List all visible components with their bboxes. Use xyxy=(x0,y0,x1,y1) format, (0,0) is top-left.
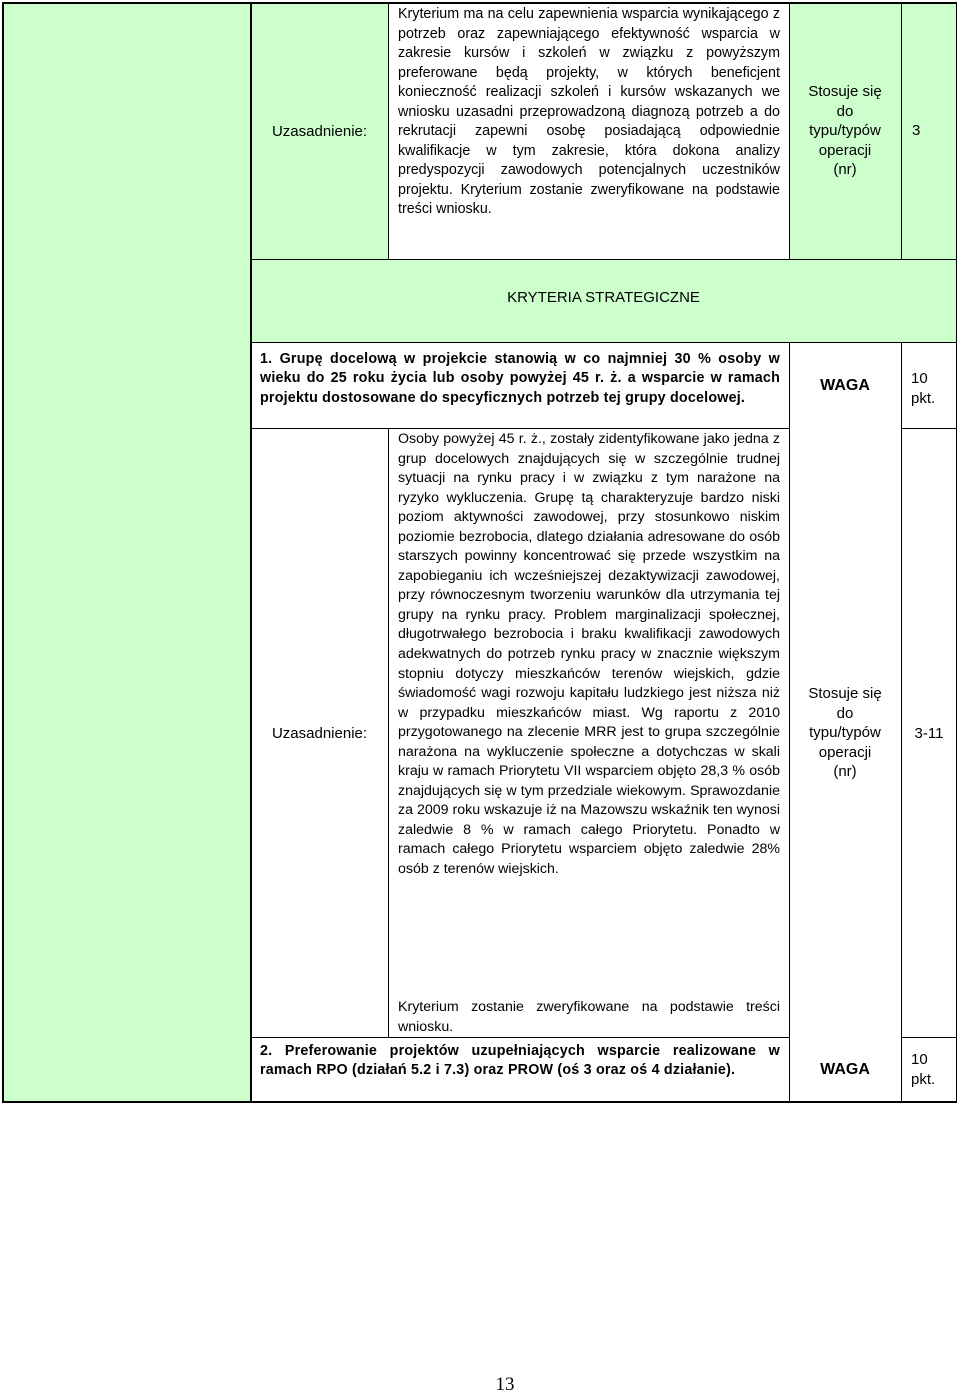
col-divider-2b xyxy=(388,428,389,1038)
border-left xyxy=(2,2,4,1103)
applies-line-2: do xyxy=(836,102,854,120)
section1-text: Kryterium ma na celu zapewnienia wsparcia wynikającego z potrzeb oraz zapewniającego efektywność wsparcia w zakresie kursów i szkoleń w związku z powyższym preferowane będą projekty, w których beneficjent konieczność realizacji szkoleń i kursów wskazanych we wniosku uzasadni przeprowadzoną diagnozą potrzeb a do rekrutacji zapewni osobę posiadającą odpowiednie kwalifikacje w tym zakresie, która dokona analizy predyspozycji zawodowych potencjalnych uczestników projektu. Kryterium zostanie zweryfikowane na podstawie treści wniosku. xyxy=(398,6,780,218)
applies-line-5: (nr) xyxy=(833,161,857,179)
criterion2-points-value: 10 xyxy=(911,1051,928,1068)
criterion1-points-unit: pkt. xyxy=(911,389,936,407)
applies-line-1: Stosuje się xyxy=(808,83,882,101)
row-divider-5r xyxy=(901,1037,957,1038)
criterion2-weight: WAGA xyxy=(820,1060,870,1078)
col-divider-4a xyxy=(901,2,902,260)
section1-number: 3 xyxy=(912,122,921,139)
left-blank-cell xyxy=(3,3,250,1102)
row-divider-4 xyxy=(250,1037,789,1038)
applies-line-5: (nr) xyxy=(833,763,857,781)
row-divider-1 xyxy=(250,259,957,260)
criterion1-text: Osoby powyżej 45 r. ż., zostały zidentyfikowane jako jedna z grup docelowych znajdujących się w szczególnie trudnej sytuacji na rynku pracy i w związku z tym narażone na ryzyko wykluczenia. Grupę tą charakteryzuje bardzo niski poziom aktywności zawodowej, przy stosunkowo niskim poziomie bezrobocia, dlatego działania adresowane do osób starszych powinny koncentrować się przede wszystkim na zapobieganiu ich wcześniejszej dezaktywizacji zawodowej, przy równoczesnym tworzeniu warunków dla utrzymania tej grupy na rynku pracy. Problem marginalizacji społecznej, długotrwałego bezrobocia i braku kwalifikacji zawodowych adekwatnych do potrzeb rynku pracy w znacznie większym stopniu dotyczy mieszkańców terenów wiejskich, gdzie świadomość wagi rozwoju kapitału ludzkiego jest niższa niż w przypadku mieszkańców miast. Wg raportu z 2010 przygotowanego na zlecenie MRR jest to grupa szczególnie narażona na wykluczenie społeczne a dotychczas w skali kraju w ramach Priorytetu VII wsparciem objęto 28,3 % osób znajdujących się w tym przedziale wiekowym. Sprawozdanie za 2009 roku wskazuje iż na Mazowszu wskaźnik ten wynosi zaledwie 8 % w ramach całego Priorytetu. Ponadto w ramach całego Priorytetu wsparciem objęto zaledwie 28% osób z terenów wiejskich. xyxy=(398,431,780,878)
criterion1-text2: Kryterium zostanie zweryfikowane na podstawie treści wniosku. xyxy=(398,999,780,1035)
criterion1-points-value: 10 xyxy=(911,370,928,387)
section1-number-cell xyxy=(902,3,956,259)
section1-label: Uzasadnienie: xyxy=(271,122,368,140)
applies-line-1: Stosuje się xyxy=(808,685,882,703)
applies-line-3: typu/typów xyxy=(809,724,881,742)
criterion2-points xyxy=(911,1050,935,1089)
criterion1-range: 3-11 xyxy=(914,724,944,742)
applies-line-4: operacji xyxy=(818,141,872,159)
criterion1-weight: WAGA xyxy=(820,376,870,394)
section1-applies xyxy=(789,3,901,259)
strategic-header: KRYTERIA STRATEGICZNE xyxy=(507,289,700,306)
criterion2-title: 2. Preferowanie projektów uzupełniających wsparcie realizowane w ramach RPO (działań 5.2 i 7.3) oraz PROW (oś 3 oraz oś 4 działanie). xyxy=(260,1043,780,1079)
criterion1-points xyxy=(911,369,935,408)
page-number: 13 xyxy=(495,1374,515,1395)
applies-line-2: do xyxy=(836,704,854,722)
criterion1-title: 1. Grupę docelową w projekcie stanowią w co najmniej 30 % osoby w wieku do 25 roku życia lub osoby powyżej 45 r. ż. a wsparcie w ramach projektu dostosowane do specyficznych potrzeb tej grupy docelowej. xyxy=(260,351,780,406)
applies-line-4: operacji xyxy=(818,743,872,761)
criterion1-applies xyxy=(789,429,901,1037)
applies-line-3: typu/typów xyxy=(809,122,881,140)
criterion2-points-unit: pkt. xyxy=(911,1070,936,1088)
criterion1-label: Uzasadnienie: xyxy=(271,724,368,742)
border-bottom xyxy=(2,1101,957,1103)
col-divider-2a xyxy=(388,2,389,260)
